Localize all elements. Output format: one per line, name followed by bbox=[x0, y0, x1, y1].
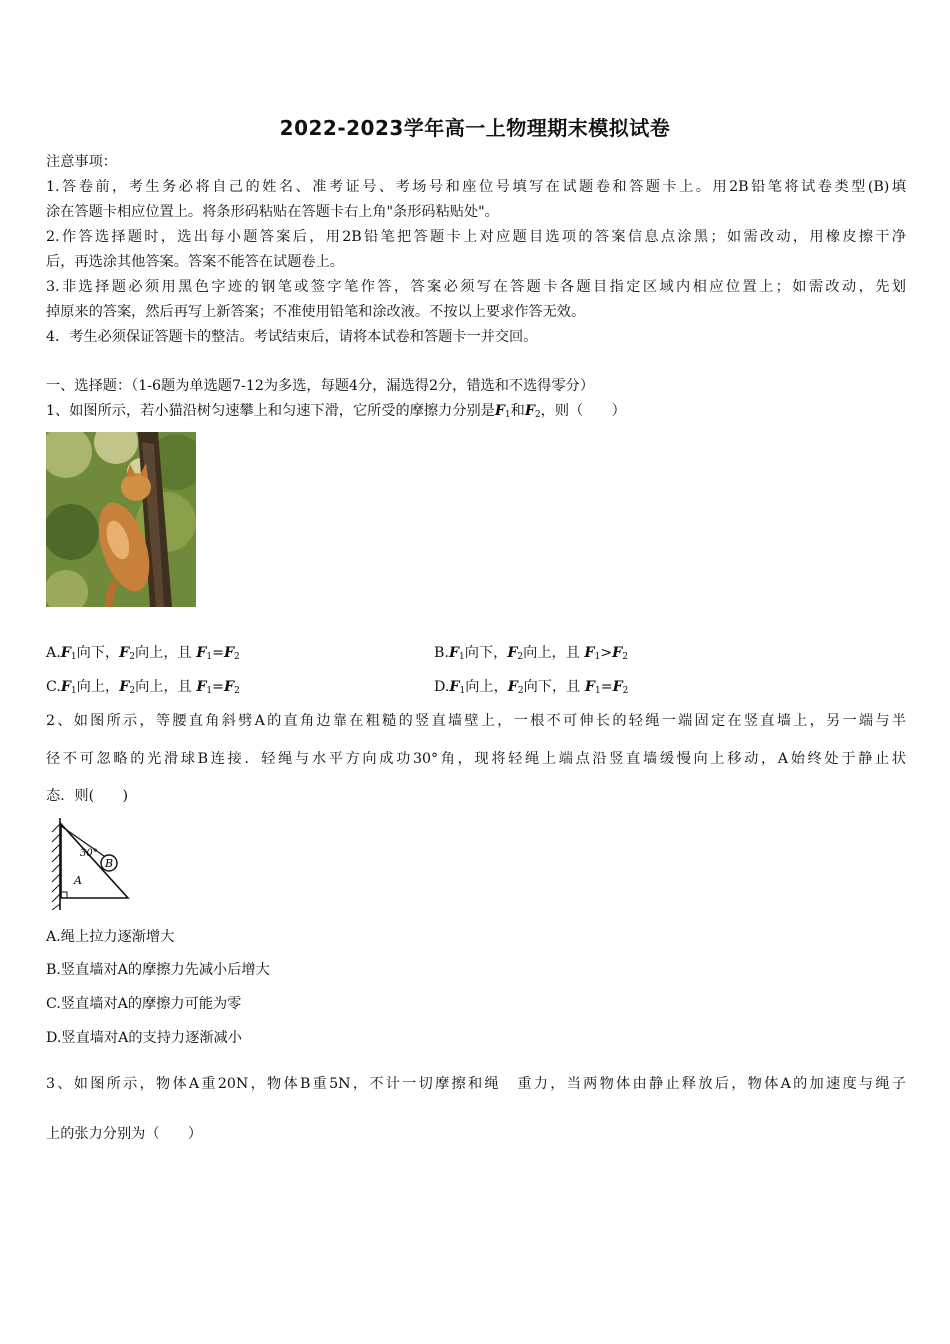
q1-stem-text: 1、如图所示，若小猫沿树匀速攀上和匀速下滑，它所受的摩擦力分别是 bbox=[46, 403, 495, 419]
section-heading: 一、选择题：（1-6题为单选题7-12为多选，每题4分，漏选得2分，错选和不选得零分） bbox=[46, 378, 595, 394]
cat-climbing-tree-photo bbox=[46, 432, 196, 607]
page-title: 2022-2023学年高一上物理期末模拟试卷 bbox=[279, 116, 671, 140]
angle-label: 30° bbox=[80, 848, 98, 859]
notice-line-7: 4．考生必须保证答题卡的整洁。考试结束后，请将本试卷和答题卡一并交回。 bbox=[46, 329, 538, 345]
notice-line-3: 2.作答选择题时，选出每小题答案后，用2B铅笔把答题卡上对应题目选项的答案信息点涂黑；如需改动，用橡皮擦干净 bbox=[46, 229, 906, 245]
wedge-ball-diagram bbox=[46, 816, 136, 912]
q3-stem-line-1: 3、如图所示，物体A重20N，物体B重5N，不计一切摩擦和绳 重力，当两物体由静止释放后，物体A的加速度与绳子 bbox=[46, 1076, 906, 1092]
notice-line-1: 1.答卷前，考生务必将自己的姓名、准考证号、考场号和座位号填写在试题卷和答题卡上。用2B铅笔将试卷类型(B)填 bbox=[46, 179, 906, 195]
q3-stem-line-2: 上的张力分别为（ ） bbox=[46, 1126, 203, 1142]
wedge-label: A bbox=[74, 874, 82, 887]
q1-option-b[interactable]: $B.F_1$向下，$F_2$向上，且 $F_1>F_2$ bbox=[434, 645, 628, 662]
notice-line-4: 后，再选涂其他答案。答案不能答在试题卷上。 bbox=[46, 254, 344, 270]
q1-option-a[interactable]: $A.F_1$向下，$F_2$向上，且 $F_1=F_2$ bbox=[46, 645, 240, 662]
notice-line-5: 3.非选择题必须用黑色字迹的钢笔或签字笔作答，答案必须写在答题卡各题目指定区域内相应位置上；如需改动，先划 bbox=[46, 279, 906, 295]
q2-stem-line-1: 2、如图所示，等腰直角斜劈A的直角边靠在粗糙的竖直墙壁上，一根不可伸长的轻绳一端固定在竖直墙上，另一端与半 bbox=[46, 713, 906, 729]
notice-heading: 注意事项： bbox=[46, 154, 117, 170]
q1-option-d[interactable]: $D.F_1$向上，$F_2$向下，且 $F_1=F_2$ bbox=[434, 679, 629, 696]
q2-option-a[interactable]: A.绳上拉力逐渐增大 bbox=[46, 929, 175, 945]
q2-option-c[interactable]: C.竖直墙对A的摩擦力可能为零 bbox=[46, 996, 242, 1012]
notice-line-6: 掉原来的答案，然后再写上新答案；不准使用铅笔和涂改液。不按以上要求作答无效。 bbox=[46, 304, 586, 320]
q1-option-c[interactable]: $C.F_1$向上，$F_2$向上，且 $F_1=F_2$ bbox=[46, 679, 240, 696]
q2-stem-line-3: 态．则( ) bbox=[46, 788, 129, 804]
notice-line-2: 涂在答题卡相应位置上。将条形码粘贴在答题卡右上角"条形码粘贴处"。 bbox=[46, 204, 499, 220]
q2-stem-line-2: 径不可忽略的光滑球B连接．轻绳与水平方向成功30°角，现将轻绳上端点沿竖直墙缓慢向上移动，A始终处于静止状 bbox=[46, 751, 906, 767]
q1-stem: 1、如图所示，若小猫沿树匀速攀上和匀速下滑，它所受的摩擦力分别是$F_1$和$F_2$，则（ ） bbox=[46, 403, 626, 420]
q2-option-b[interactable]: B.竖直墙对A的摩擦力先减小后增大 bbox=[46, 962, 270, 978]
ball-label: B bbox=[104, 857, 114, 870]
q2-option-d[interactable]: D.竖直墙对A的支持力逐渐减小 bbox=[46, 1030, 242, 1046]
